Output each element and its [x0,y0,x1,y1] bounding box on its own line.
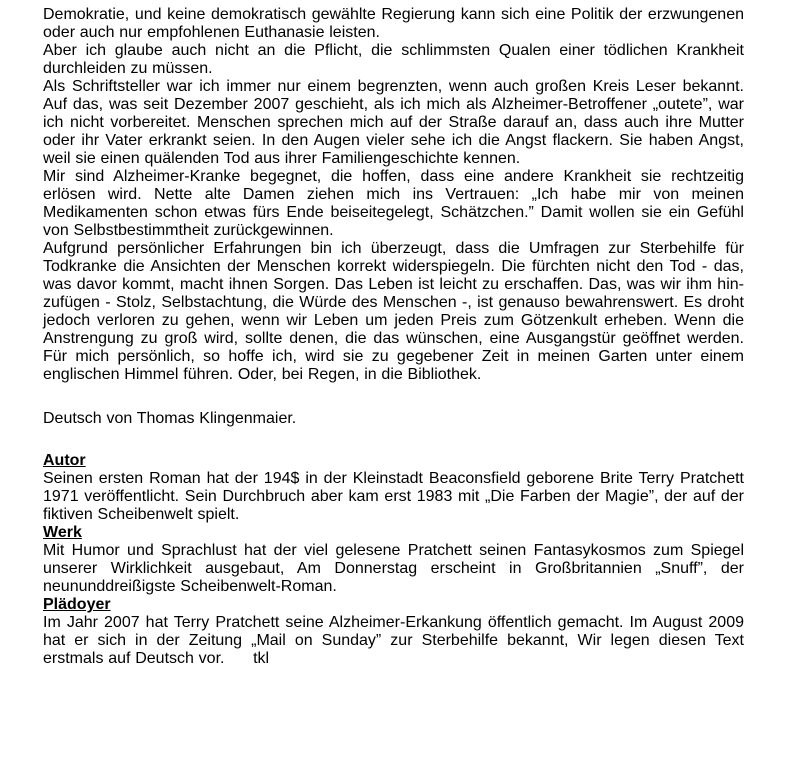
text-line: Mir sind Alzheimer-Kranke begegnet, die hoffen, dass eine andere Krankheit sie rechtzeitig [43,168,744,185]
text-line: Demokratie, und keine demokratisch gewählte Regierung kann sich eine Politik der erzwungenen [43,6,744,23]
text-line: 1971 veröffentlicht. Sein Durchbruch aber kam erst 1983 mit „Die Farben der Magie”, der auf der [43,488,744,505]
text-line: Für mich persönlich, so hoffe ich, wird sie zu gegebener Zeit in meinen Garten unter einem [43,348,744,365]
text-line: fiktiven Scheibenwelt spielt. [43,506,240,523]
text-line: weil sie einen quälenden Tod aus ihrer Familiengeschichte kennen. [43,150,521,167]
text-line: oder ihr Vater erkrankt seien. In den Augen vieler sehe ich die Angst flackern. Sie haben Angst, [43,132,744,149]
text-line: zufügen - Stolz, Selbstachtung, die Würde des Menschen -, ist genauso bewahrenswert. Es droht [43,294,744,311]
text-line: erstmals auf Deutsch vor. tkl [43,650,270,667]
text-line: Auf das, was seit Dezember 2007 geschieht, als ich mich als Alzheimer-Betroffener „outete”, war [43,96,744,113]
text-line: Aber ich glaube auch nicht an die Pflicht, die schlimmsten Qualen einer tödlichen Krankheit [43,42,744,59]
text-line: was davor kommt, macht ihnen Sorgen. Das Leben ist leicht zu erschaffen. Das, was wir ihm hin- [43,276,744,293]
text-line: von Selbstbestimmtheit zurückgewinnen. [43,222,334,239]
text-line: Aufgrund persönlicher Erfahrungen bin ich überzeugt, dass die Umfragen zur Sterbehilfe für [43,240,744,257]
section-heading: Autor [43,452,86,469]
text-line: Medikamenten schon etwas fürs Ende beiseitegelegt, Schätzchen.” Damit wollen sie ein Gefühl [43,204,744,221]
text-line: ich nicht vorbereitet. Menschen sprechen mich auf der Straße darauf an, dass auch ihre Mutter [43,114,744,131]
text-line: Anstrengung zu groß wird, sollte denen, die das wünschen, eine Ausgangstür geöffnet werden. [43,330,744,347]
text-line: durchleiden zu müssen. [43,60,213,77]
text-line: unserer Wirklichkeit ausgebaut, Am Donnerstag erscheint in Großbritannien „Snuff”, der [43,560,744,577]
text-line: neununddreißigste Scheibenwelt-Roman. [43,578,337,595]
text-line: Seinen ersten Roman hat der 194$ in der Kleinstadt Beaconsfield geborene Brite Terry Pratchett [43,470,744,487]
text-line: englischen Himmel führen. Oder, bei Regen, in die Bibliothek. [43,366,482,383]
text-line: erlösen wird. Nette alte Damen ziehen mich ins Vertrauen: „Ich habe mir von meinen [43,186,744,203]
section-heading: Werk [43,524,82,541]
text-line: Als Schriftsteller war ich immer nur einem begrenzten, wenn auch großen Kreis Leser bekannt. [43,78,744,95]
text-line: oder auch nur empfohlenen Euthanasie leisten. [43,24,380,41]
text-line: Im Jahr 2007 hat Terry Pratchett seine Alzheimer-Erkankung öffentlich gemacht. Im August 2009 [43,614,744,631]
text-line: jedoch verloren zu gehen, wenn wir Leben um jeden Preis zum Götzenkult erheben. Wenn die [43,312,744,329]
text-line: Deutsch von Thomas Klingenmaier. [43,410,297,427]
section-heading: Plädoyer [43,596,111,613]
text-line: Mit Humor und Sprachlust hat der viel gelesene Pratchett seinen Fantasykosmos zum Spiegel [43,542,744,559]
text-line: hat er sich in der Zeitung „Mail on Sunday” zur Sterbehilfe bekannt, Wir legen diesen Text [43,632,744,649]
text-line: Todkranke die Ansichten der Menschen korrekt widerspiegeln. Die fürchten nicht den Tod - das, [43,258,744,275]
